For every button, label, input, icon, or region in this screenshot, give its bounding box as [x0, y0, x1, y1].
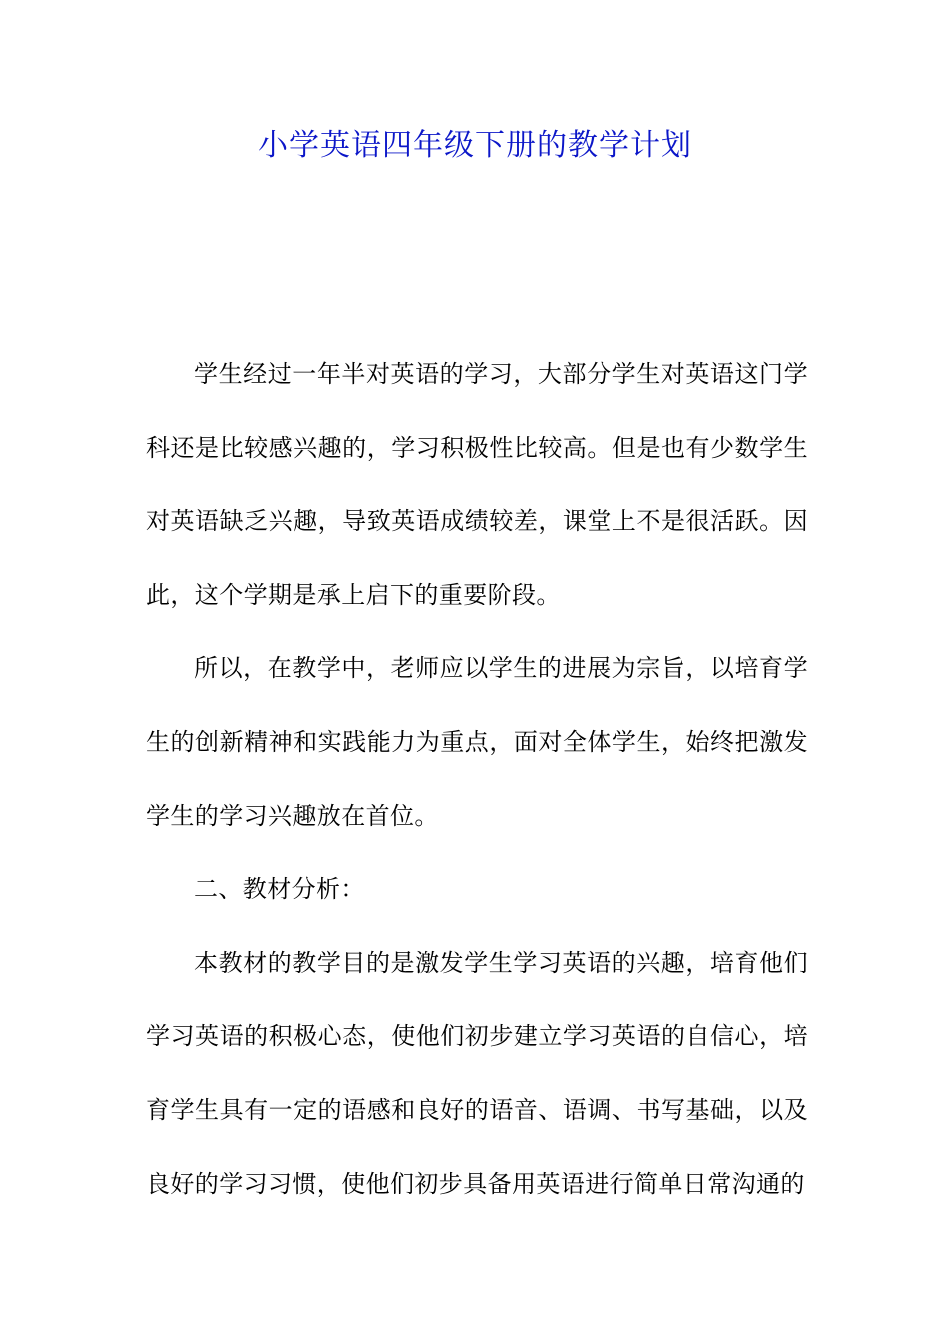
section-heading-textbook-analysis: 二、教材分析：	[194, 875, 365, 904]
document-body	[146, 338, 808, 1221]
document-title: 小学英语四年级下册的教学计划	[258, 128, 692, 163]
paragraph-teaching-principle: 所以，在教学中，老师应以学生的进展为宗旨，以培育学生的创新精神和实践能力为重点，面对全体学生，始终把激发学生的学习兴趣放在首位。	[146, 654, 808, 830]
paragraph-intro: 学生经过一年半对英语的学习，大部分学生对英语这门学科还是比较感兴趣的，学习积极性比较高。但是也有少数学生对英语缺乏兴趣，导致英语成绩较差，课堂上不是很活跃。因此，这个学期是承上启下的重要阶段。	[146, 360, 808, 609]
paragraph-textbook-goals: 本教材的教学目的是激发学生学习英语的兴趣，培育他们学习英语的积极心态，使他们初步建立学习英语的自信心，培育学生具有一定的语感和良好的语音、语调、书写基础，以及良好的学习习惯，使他们初步具备用英语进行简单日常沟通的	[146, 948, 808, 1198]
